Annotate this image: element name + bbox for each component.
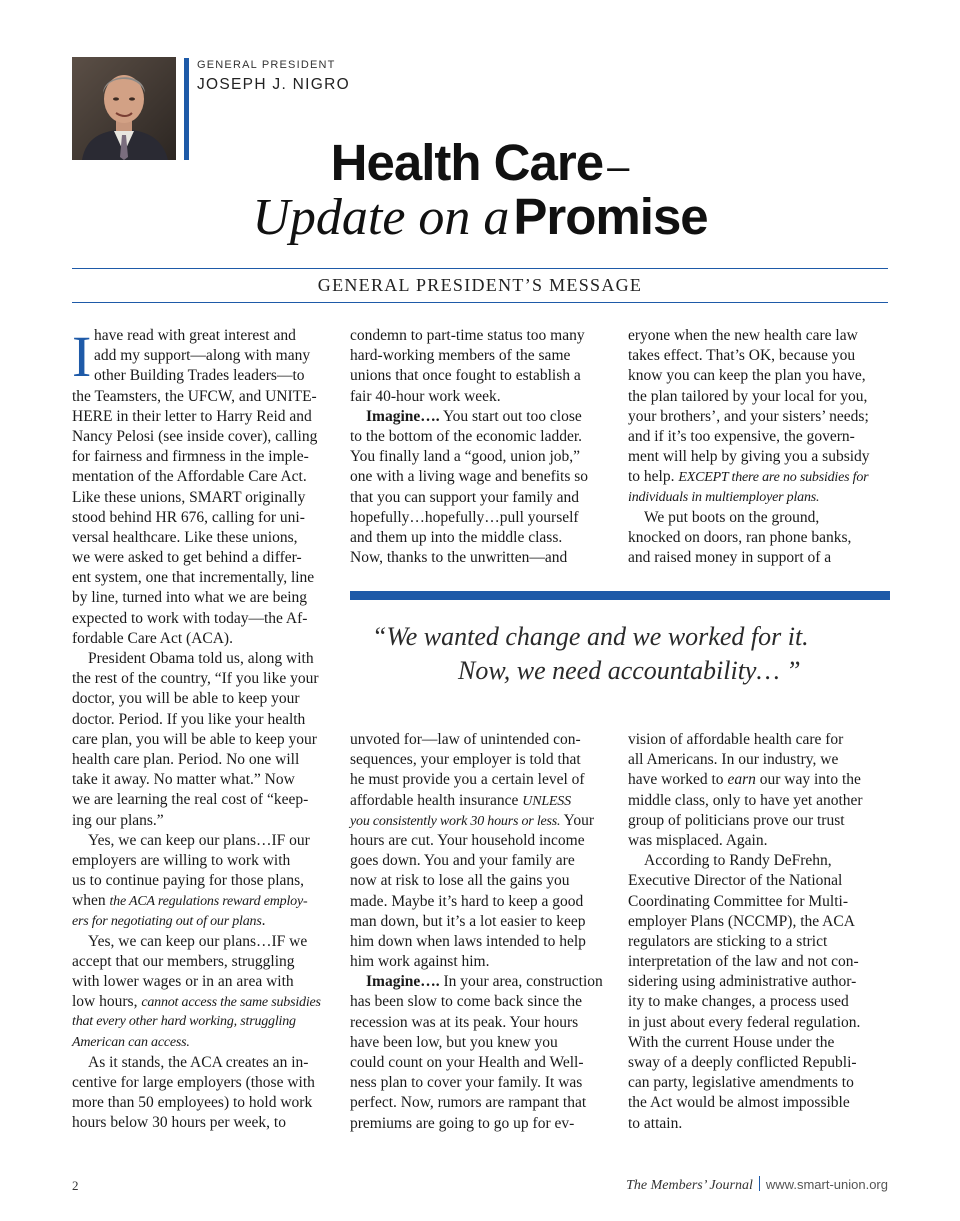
text-line: health care plan. Period. No one will xyxy=(72,750,300,768)
text-line: him work against him. xyxy=(350,953,490,971)
italic-text: you consistently work 30 hours or less. xyxy=(350,813,561,829)
footer-credit xyxy=(626,1176,888,1194)
text-line: sequences, your employer is told that xyxy=(350,751,581,769)
text-run: . xyxy=(261,912,266,930)
text-line: now at risk to lose all the gains you xyxy=(350,872,570,890)
text-line: we are learning the real cost of “keep- xyxy=(72,791,309,809)
text-line: the Act would be almost impossible xyxy=(628,1094,850,1112)
text-line: accept that our members, struggling xyxy=(72,952,295,970)
text-line: unions that once fought to establish a xyxy=(350,367,581,385)
text-line: take it away. No matter what.” Now xyxy=(72,771,295,789)
text-run: In your area, construction xyxy=(443,973,603,991)
text-line: he must provide you a certain level of xyxy=(350,771,585,789)
text-line xyxy=(350,972,603,992)
article-column-3-top xyxy=(628,326,870,568)
text-line: ing our plans.” xyxy=(72,811,164,829)
text-line: We put boots on the ground, xyxy=(644,508,820,526)
text-line: to the bottom of the economic ladder. xyxy=(350,427,583,445)
text-line: add my support—along with many xyxy=(94,347,311,365)
text-line: hopefully…hopefully…pull yourself xyxy=(350,508,579,526)
section-heading: GENERAL PRESIDENT’S MESSAGE xyxy=(317,275,643,295)
text-line xyxy=(628,467,870,487)
text-line: group of politicians prove our trust xyxy=(628,811,845,829)
text-line: eryone when the new health care law xyxy=(628,327,858,344)
text-line: him down when laws intended to help xyxy=(350,932,586,950)
text-line: and raised money in support of a xyxy=(628,549,832,567)
text-run: to help. xyxy=(628,468,675,486)
text-line: Coordinating Committee for Multi- xyxy=(628,892,848,910)
text-line: hard-working members of the same xyxy=(350,347,571,365)
text-line: ment will help by giving you a subsidy xyxy=(628,448,870,466)
text-line: more than 50 employees) to hold work xyxy=(72,1094,313,1112)
text-line: knocked on doors, ran phone banks, xyxy=(628,528,852,546)
text-line: with lower wages or in an area with xyxy=(72,973,294,990)
text-line: and them up into the middle class. xyxy=(350,528,563,546)
text-line: HERE in their letter to Harry Reid and xyxy=(72,407,312,425)
pull-quote-line-2: Now, we need accountability… ” xyxy=(458,656,801,685)
text-line: us to continue paying for those plans, xyxy=(72,872,305,890)
text-line: Yes, we can keep our plans…IF our xyxy=(88,831,310,849)
text-line: in just about every federal regulation. xyxy=(628,1013,861,1031)
italic-text: cannot access the same subsidies xyxy=(141,995,321,1011)
text-line: doctor, you will be able to keep your xyxy=(72,690,300,708)
text-line: all Americans. In our industry, we xyxy=(628,751,839,769)
text-line: your brothers’, and your sisters’ needs; xyxy=(628,407,869,425)
author-role: GENERAL PRESIDENT xyxy=(197,59,336,71)
text-line: has been slow to come back since the xyxy=(350,993,582,1011)
text-line: centive for large employers (those with xyxy=(72,1073,315,1091)
text-line: premiums are going to go up for ev- xyxy=(350,1114,575,1132)
text-line: expected to work with today—the Af- xyxy=(72,609,308,627)
text-line: that every other hard working, struggling xyxy=(72,1014,296,1030)
page-number: 2 xyxy=(72,1178,79,1193)
text-line: hours are cut. Your household income xyxy=(350,831,585,849)
article-column-1 xyxy=(72,326,321,1134)
article-column-2-top xyxy=(350,326,588,568)
article-column-3-bottom xyxy=(628,730,863,1134)
text-line xyxy=(72,911,321,931)
text-line xyxy=(72,992,321,1012)
text-line xyxy=(350,811,603,831)
text-line: could count on your Health and Well- xyxy=(350,1054,584,1071)
title-bold-text: Health Care xyxy=(330,134,604,191)
text-line: by line, turned into what we are being xyxy=(72,589,308,607)
text-run: have worked to xyxy=(628,771,724,789)
text-line: and if it’s too expensive, the govern- xyxy=(628,427,855,445)
italic-text: UNLESS xyxy=(522,793,571,809)
text-line: fordable Care Act (ACA). xyxy=(72,629,233,647)
text-line: goes down. You and your family are xyxy=(350,852,575,870)
title-bold-text-2: Promise xyxy=(513,188,708,245)
text-line: fair 40-hour work week. xyxy=(350,387,501,405)
text-line: employers are willing to work with xyxy=(72,851,291,869)
text-line: employer Plans (NCCMP), the ACA xyxy=(628,912,855,930)
text-run: Your xyxy=(563,811,594,829)
text-line xyxy=(350,791,603,811)
text-line: Executive Director of the National xyxy=(628,872,843,890)
italic-text: the ACA regulations reward employ- xyxy=(109,894,308,910)
text-run: You start out too close xyxy=(442,407,582,425)
text-line: middle class, only to have yet another xyxy=(628,791,863,809)
text-line: unvoted for—law of unintended con- xyxy=(350,731,581,748)
text-line: stood behind HR 676, calling for uni- xyxy=(72,508,305,526)
text-line: hours below 30 hours per week, to xyxy=(72,1114,286,1132)
text-line: Nancy Pelosi (see inside cover), calling xyxy=(72,427,318,445)
drop-cap: I xyxy=(72,324,92,389)
text-line: According to Randy DeFrehn, xyxy=(644,852,832,870)
text-line: doctor. Period. If you like your health xyxy=(72,710,306,728)
page-title-line-2 xyxy=(0,187,960,247)
text-line: perfect. Now, rumors are rampant that xyxy=(350,1094,587,1112)
website-url: www.smart-union.org xyxy=(765,1177,888,1192)
section-rule-bottom xyxy=(72,302,888,303)
text-line: individuals in multiemployer plans. xyxy=(628,489,820,505)
bold-lead: Imagine…. xyxy=(366,407,440,425)
text-line: sway of a deeply conflicted Republi- xyxy=(628,1054,857,1071)
text-line: we were asked to get behind a differ- xyxy=(72,549,302,567)
text-line: care plan, you will be able to keep your xyxy=(72,730,317,748)
title-dash: – xyxy=(607,145,630,189)
text-line: that you can support your family and xyxy=(350,488,580,506)
text-line: vision of affordable health care for xyxy=(628,731,844,748)
text-line: mentation of the Affordable Care Act. xyxy=(72,468,307,486)
text-line: was misplaced. Again. xyxy=(628,831,768,849)
text-line xyxy=(628,770,863,790)
text-line: the plan tailored by your local for you, xyxy=(628,387,868,405)
text-line xyxy=(72,891,321,911)
text-run: affordable health insurance xyxy=(350,791,519,809)
pull-quote-bar xyxy=(350,591,890,600)
text-line: have been low, but you knew you xyxy=(350,1033,558,1051)
text-line: have read with great interest and xyxy=(94,327,296,344)
text-line: With the current House under the xyxy=(628,1033,835,1051)
text-line: other Building Trades leaders—to xyxy=(94,367,305,385)
text-line: takes effect. That’s OK, because you xyxy=(628,347,856,365)
text-line: American can access. xyxy=(72,1034,190,1050)
text-run: when xyxy=(72,892,106,910)
page-title-line-1 xyxy=(0,133,960,192)
text-line: recession was at its peak. Your hours xyxy=(350,1013,579,1031)
text-line: interpretation of the law and not con- xyxy=(628,953,859,971)
text-line: know you can keep the plan you have, xyxy=(628,367,866,385)
title-italic-text: Update on a xyxy=(252,189,510,246)
pull-quote-line-1: “We wanted change and we worked for it. xyxy=(372,622,809,651)
text-line: As it stands, the ACA creates an in- xyxy=(88,1053,309,1071)
text-line: ity to make changes, a process used xyxy=(628,993,849,1011)
text-line: ness plan to cover your family. It was xyxy=(350,1074,583,1092)
italic-text: ers for negotiating out of our plans xyxy=(72,914,262,930)
text-line: You finally land a “good, union job,” xyxy=(350,448,581,466)
text-run: our way into the xyxy=(759,771,861,789)
text-run: low hours, xyxy=(72,993,138,1011)
text-line: versal healthcare. Like these unions, xyxy=(72,528,298,546)
text-line: ent system, one that incrementally, line xyxy=(72,569,315,587)
text-line: sidering using administrative author- xyxy=(628,973,857,991)
magazine-name: The Members’ Journal xyxy=(626,1178,753,1193)
text-line: Now, thanks to the unwritten—and xyxy=(350,549,568,567)
text-line: the rest of the country, “If you like your xyxy=(72,670,319,688)
author-name: JOSEPH J. NIGRO xyxy=(197,76,350,93)
text-line: to attain. xyxy=(628,1114,683,1132)
footer-divider xyxy=(759,1176,760,1191)
text-line: for fairness and firmness in the imple- xyxy=(72,448,309,466)
text-line: Like these unions, SMART originally xyxy=(72,488,306,506)
section-rule-top xyxy=(72,268,888,269)
text-line xyxy=(350,407,588,427)
text-line: President Obama told us, along with xyxy=(88,650,314,667)
bold-lead: Imagine…. xyxy=(366,973,440,991)
italic-text: earn xyxy=(727,771,756,789)
text-line: regulators are sticking to a strict xyxy=(628,932,828,950)
text-line: Yes, we can keep our plans…IF we xyxy=(88,932,308,950)
text-line: the Teamsters, the UFCW, and UNITE- xyxy=(72,387,317,405)
text-line: made. Maybe it’s hard to keep a good xyxy=(350,892,584,910)
text-line: condemn to part-time status too many xyxy=(350,327,585,344)
italic-text: EXCEPT there are no subsidies for xyxy=(678,470,869,486)
article-column-2-bottom xyxy=(350,730,603,1134)
text-line: man down, but it’s a lot easier to keep xyxy=(350,912,586,930)
text-line: one with a living wage and benefits so xyxy=(350,468,589,486)
text-line: can party, legislative amendments to xyxy=(628,1074,854,1092)
